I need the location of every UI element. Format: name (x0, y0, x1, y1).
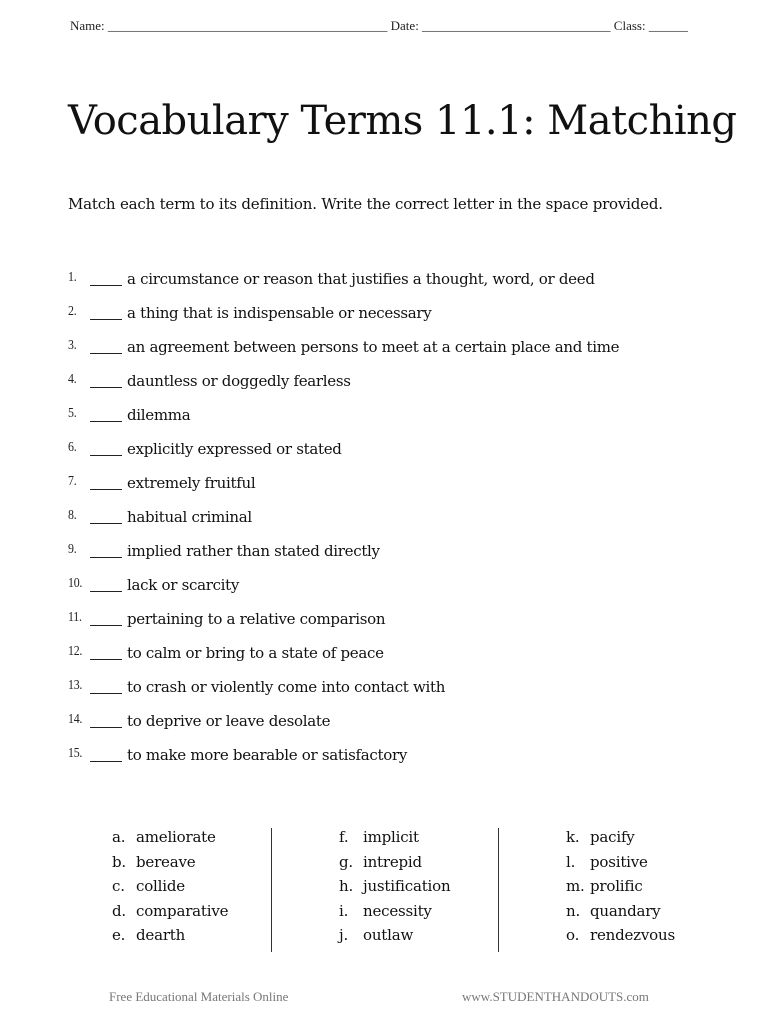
word-bank-column-2 (339, 828, 450, 951)
answer-blank[interactable] (90, 440, 122, 456)
word-bank-item (566, 902, 675, 927)
question-item (68, 474, 619, 508)
word-bank-item (339, 828, 450, 853)
question-item (68, 712, 619, 746)
word-bank-item (566, 828, 675, 853)
question-item (68, 304, 619, 338)
question-number: 15. (68, 746, 83, 761)
question-number: 5. (68, 406, 77, 421)
definition-text: extremely fruitful (127, 474, 256, 492)
word-bank (112, 828, 692, 952)
word-bank-term: collide (136, 877, 185, 895)
word-bank-item (566, 926, 675, 951)
answer-blank[interactable] (90, 678, 122, 694)
word-bank-term: ameliorate (136, 828, 216, 846)
word-bank-term: quandary (590, 901, 661, 920)
answer-blank[interactable] (90, 712, 122, 728)
word-bank-term: intrepid (363, 852, 422, 871)
answer-blank[interactable] (90, 746, 122, 762)
definition-text: explicitly expressed or stated (127, 440, 342, 458)
question-item (68, 644, 619, 678)
footer-left-text: Free Educational Materials Online (109, 989, 289, 1004)
question-number: 9. (68, 542, 77, 557)
word-bank-item (112, 877, 228, 902)
answer-blank[interactable] (90, 644, 122, 660)
answer-blank[interactable] (90, 474, 122, 490)
question-number: 13. (68, 678, 83, 693)
word-bank-term: bereave (136, 852, 196, 871)
word-bank-item (339, 902, 450, 927)
definition-text: to make more bearable or satisfactory (127, 746, 408, 764)
word-bank-item (566, 877, 675, 902)
word-bank-item (339, 877, 450, 902)
word-bank-item (112, 926, 228, 951)
word-bank-term: rendezvous (590, 926, 675, 944)
word-bank-term: outlaw (363, 926, 414, 944)
definition-text: lack or scarcity (127, 576, 240, 594)
question-number: 3. (68, 338, 77, 353)
question-item (68, 508, 619, 542)
answer-blank[interactable] (90, 270, 122, 286)
word-bank-term: prolific (590, 877, 643, 895)
answer-blank[interactable] (90, 610, 122, 626)
question-number: 11. (68, 610, 82, 625)
question-item (68, 746, 619, 780)
definition-text: a thing that is indispensable or necessary (127, 304, 432, 322)
column-divider (498, 828, 499, 952)
instructions: Match each term to its definition. Write the correct letter in the space provided. (68, 195, 663, 213)
question-number: 12. (68, 644, 83, 659)
word-bank-item (339, 926, 450, 951)
word-bank-letter: m. (566, 877, 585, 895)
definition-text: dilemma (127, 406, 191, 424)
definition-text: to deprive or leave desolate (127, 712, 331, 730)
question-item (68, 678, 619, 712)
word-bank-term: pacify (590, 828, 635, 846)
question-list (68, 270, 619, 780)
question-number: 4. (68, 372, 77, 387)
question-item (68, 372, 619, 406)
word-bank-letter: o. (566, 926, 580, 944)
word-bank-column-3 (566, 828, 675, 951)
answer-blank[interactable] (90, 406, 122, 422)
question-item (68, 542, 619, 576)
word-bank-letter: k. (566, 828, 580, 846)
question-number: 8. (68, 508, 77, 523)
word-bank-letter: n. (566, 901, 581, 920)
definition-text: an agreement between persons to meet at a certain place and time (127, 338, 620, 356)
word-bank-letter: c. (112, 877, 125, 895)
question-number: 14. (68, 712, 83, 727)
word-bank-column-1 (112, 828, 228, 951)
question-number: 7. (68, 474, 77, 489)
footer-website: www.STUDENTHANDOUTS.com (462, 989, 649, 1004)
word-bank-letter: l. (566, 852, 576, 871)
column-divider (271, 828, 272, 952)
word-bank-term: justification (363, 877, 451, 895)
word-bank-letter: j. (339, 926, 349, 944)
answer-blank[interactable] (90, 338, 122, 354)
question-number: 6. (68, 440, 77, 455)
word-bank-item (339, 853, 450, 878)
word-bank-item (566, 853, 675, 878)
answer-blank[interactable] (90, 576, 122, 592)
definition-text: habitual criminal (127, 508, 252, 526)
word-bank-item (112, 828, 228, 853)
question-item (68, 610, 619, 644)
word-bank-letter: a. (112, 828, 126, 846)
word-bank-letter: b. (112, 852, 126, 871)
question-number: 1. (68, 270, 77, 285)
word-bank-letter: d. (112, 901, 126, 920)
word-bank-letter: f. (339, 828, 349, 846)
word-bank-term: comparative (136, 901, 229, 920)
answer-blank[interactable] (90, 304, 122, 320)
answer-blank[interactable] (90, 508, 122, 524)
definition-text: dauntless or doggedly fearless (127, 372, 351, 390)
word-bank-item (112, 853, 228, 878)
definition-text: to calm or bring to a state of peace (127, 644, 384, 662)
question-item (68, 270, 619, 304)
definition-text: implied rather than stated directly (127, 542, 380, 560)
word-bank-term: positive (590, 852, 648, 871)
question-item (68, 576, 619, 610)
definition-text: a circumstance or reason that justifies a thought, word, or deed (127, 270, 595, 288)
definition-text: pertaining to a relative comparison (127, 610, 386, 628)
question-item (68, 406, 619, 440)
question-number: 2. (68, 304, 77, 319)
question-item (68, 338, 619, 372)
word-bank-term: dearth (136, 926, 186, 944)
word-bank-letter: h. (339, 877, 354, 895)
definition-text: to crash or violently come into contact with (127, 678, 446, 696)
name-date-class-line: Name: ___________________________________________ Date: _____________________________ Class: ______ (70, 18, 688, 33)
page-title: Vocabulary Terms 11.1: Matching (68, 98, 737, 144)
word-bank-item (112, 902, 228, 927)
question-item (68, 440, 619, 474)
word-bank-letter: g. (339, 852, 353, 871)
answer-blank[interactable] (90, 542, 122, 558)
question-number: 10. (68, 576, 83, 591)
word-bank-term: implicit (363, 828, 419, 846)
word-bank-letter: e. (112, 926, 126, 944)
answer-blank[interactable] (90, 372, 122, 388)
word-bank-letter: i. (339, 901, 349, 920)
word-bank-term: necessity (363, 901, 432, 920)
